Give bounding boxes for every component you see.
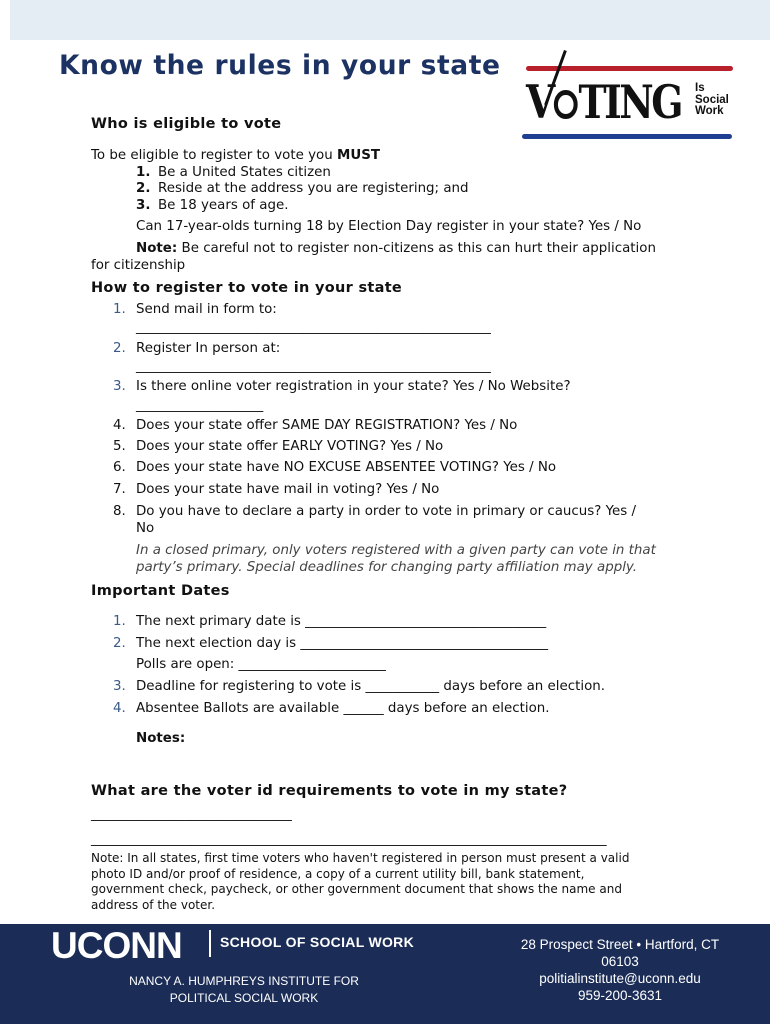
top-banner [10, 0, 770, 40]
closed-primary-note-continued: party’s primary. Special deadlines for changing party affiliation may apply. [136, 560, 638, 575]
logo-ballot-circle [554, 90, 577, 119]
uconn-logo: UCONN [51, 925, 182, 966]
voter-id-heading: What are the voter id requirements to vote in my state? [91, 783, 568, 799]
logo-wordmark: V TING [526, 75, 682, 129]
register-item-blank: _____________________________________________________ [136, 320, 491, 335]
register-item-blank: ___________________ [136, 398, 264, 413]
register-item-num: 3. [113, 379, 126, 394]
closed-primary-note: In a closed primary, only voters registered with a given party can vote in that [136, 543, 656, 558]
footer [0, 924, 770, 1024]
eligible-item-num: 1. [136, 165, 151, 180]
eligible-question: Can 17-year-olds turning 18 by Election Day register in your state? Yes / No [136, 219, 642, 234]
address: 28 Prospect Street • Hartford, CT [520, 937, 720, 952]
eligible-item-num: 2. [136, 181, 151, 196]
address-zip: 06103 [601, 954, 639, 969]
logo-blue-stripe [522, 134, 732, 139]
eligible-note: Note: Be careful not to register non-citizens as this can hurt their application [136, 241, 656, 256]
register-item-num: 7. [113, 482, 126, 497]
eligible-item: Be 18 years of age. [158, 198, 289, 213]
phone-number: 959-200-3631 [577, 988, 663, 1003]
eligible-item: Be a United States citizen [158, 165, 331, 180]
dates-item: The next election day is _____________________________________ [136, 636, 549, 651]
polls-open: Polls are open: ______________________ [136, 657, 386, 672]
register-item: Register In person at: [136, 341, 281, 356]
voter-id-note: Note: In all states, first time voters who haven't registered in person must present a valid photo ID and/or proof of residence, a copy of a current utility bill, bank statement, government check, paycheck, or other government document that shows the name and address of the voter. [91, 851, 630, 912]
eligible-item: Reside at the address you are registering; and [158, 181, 469, 196]
institute-name: NANCY A. HUMPHREYS INSTITUTE FOR POLITICAL SOCIAL WORK [129, 974, 359, 1005]
school-name: SCHOOL OF SOCIAL WORK [220, 934, 415, 950]
register-item: Is there online voter registration in your state? Yes / No Website? [136, 379, 571, 394]
register-item-num: 6. [113, 460, 126, 475]
voting-is-social-work-logo [520, 50, 735, 145]
register-item: Do you have to declare a party in order to vote in primary or caucus? Yes / [136, 504, 636, 519]
register-item-num: 4. [113, 418, 126, 433]
eligible-heading: Who is eligible to vote [91, 116, 282, 132]
register-item-num: 2. [113, 341, 126, 356]
register-item: Send mail in form to: [136, 302, 277, 317]
voter-id-blank: ______________________________ [91, 807, 292, 822]
voter-id-blank: _____________________________________________________________________________ [91, 832, 607, 847]
eligible-intro: To be eligible to register to vote you MUST [91, 148, 380, 163]
footer-divider [209, 930, 211, 957]
dates-heading: Important Dates [91, 583, 230, 599]
dates-item-num: 4. [113, 701, 126, 716]
page-title: Know the rules in your state [59, 50, 501, 81]
register-item-blank: _____________________________________________________ [136, 359, 491, 374]
dates-item: Absentee Ballots are available ______ days before an election. [136, 701, 550, 716]
dates-item: Deadline for registering to vote is ___________ days before an election. [136, 679, 605, 694]
dates-item-num: 2. [113, 636, 126, 651]
register-item: Does your state have NO EXCUSE ABSENTEE VOTING? Yes / No [136, 460, 557, 475]
dates-item: The next primary date is ____________________________________ [136, 614, 547, 629]
register-item-num: 8. [113, 504, 126, 519]
register-item-num: 1. [113, 302, 126, 317]
register-item: Does your state offer SAME DAY REGISTRATION? Yes / No [136, 418, 518, 433]
register-heading: How to register to vote in your state [91, 280, 403, 296]
dates-item-num: 3. [113, 679, 126, 694]
logo-tagline: Is Social Work [695, 82, 729, 117]
register-item-num: 5. [113, 439, 126, 454]
notes-label: Notes: [136, 731, 186, 746]
register-item: Does your state offer EARLY VOTING? Yes / No [136, 439, 444, 454]
register-item-continued: No [136, 521, 155, 536]
email-link[interactable]: politialinstitute@uconn.edu [539, 971, 701, 986]
contact-info [505, 936, 735, 1004]
eligible-item-num: 3. [136, 198, 151, 213]
eligible-note-continued: for citizenship [91, 258, 186, 273]
register-item: Does your state have mail in voting? Yes / No [136, 482, 440, 497]
dates-item-num: 1. [113, 614, 126, 629]
